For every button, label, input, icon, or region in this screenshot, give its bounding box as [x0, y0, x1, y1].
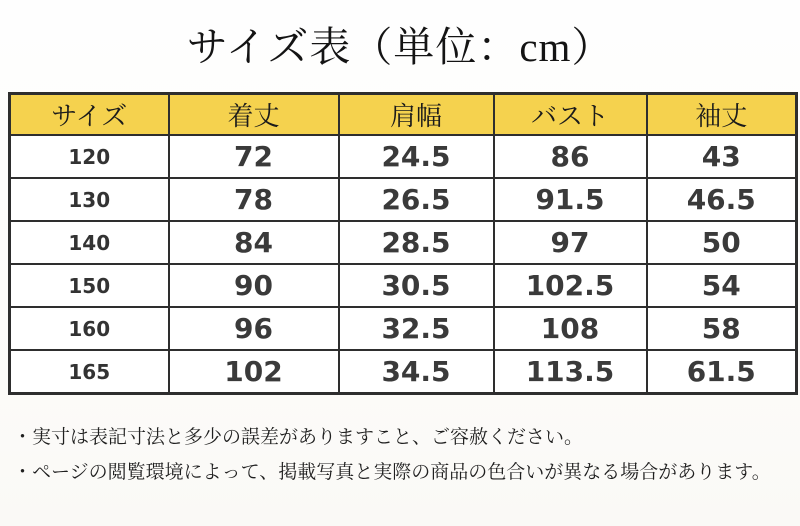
cell-bust: 113.5 — [494, 350, 647, 394]
cell-shoulder: 24.5 — [339, 135, 494, 178]
col-header-bust: バスト — [494, 94, 647, 136]
cell-length: 78 — [169, 178, 339, 221]
cell-sleeve: 58 — [647, 307, 797, 350]
cell-sleeve: 50 — [647, 221, 797, 264]
cell-length: 96 — [169, 307, 339, 350]
notes — [13, 427, 793, 497]
table-row — [10, 221, 797, 264]
cell-length: 102 — [169, 350, 339, 394]
cell-size: 120 — [10, 135, 169, 178]
cell-bust: 108 — [494, 307, 647, 350]
note-color-difference: ・ページの閲覧環境によって、掲載写真と実際の商品の色合いが異なる場合があります。 — [13, 462, 771, 483]
cell-bust: 97 — [494, 221, 647, 264]
cell-sleeve: 43 — [647, 135, 797, 178]
cell-size: 140 — [10, 221, 169, 264]
table-row — [10, 307, 797, 350]
cell-bust: 91.5 — [494, 178, 647, 221]
col-header-shoulder: 肩幅 — [339, 94, 494, 136]
cell-bust: 86 — [494, 135, 647, 178]
cell-size: 160 — [10, 307, 169, 350]
cell-bust: 102.5 — [494, 264, 647, 307]
cell-sleeve: 54 — [647, 264, 797, 307]
cell-length: 90 — [169, 264, 339, 307]
cell-size: 150 — [10, 264, 169, 307]
col-header-sleeve: 袖丈 — [647, 94, 797, 136]
col-header-size: サイズ — [10, 94, 169, 136]
size-table — [8, 92, 798, 395]
note-measurement-tolerance: ・実寸は表記寸法と多少の誤差がありますこと、ご容赦ください。 — [13, 427, 584, 448]
cell-shoulder: 28.5 — [339, 221, 494, 264]
page-title: サイズ表（単位：cm） — [186, 24, 614, 70]
cell-shoulder: 32.5 — [339, 307, 494, 350]
table-row — [10, 264, 797, 307]
header-row — [10, 94, 797, 136]
table-row — [10, 350, 797, 394]
col-header-length: 着丈 — [169, 94, 339, 136]
cell-size: 130 — [10, 178, 169, 221]
cell-length: 84 — [169, 221, 339, 264]
cell-length: 72 — [169, 135, 339, 178]
cell-shoulder: 34.5 — [339, 350, 494, 394]
cell-shoulder: 30.5 — [339, 264, 494, 307]
cell-sleeve: 46.5 — [647, 178, 797, 221]
cell-size: 165 — [10, 350, 169, 394]
table-row — [10, 135, 797, 178]
table-row — [10, 178, 797, 221]
cell-shoulder: 26.5 — [339, 178, 494, 221]
cell-sleeve: 61.5 — [647, 350, 797, 394]
